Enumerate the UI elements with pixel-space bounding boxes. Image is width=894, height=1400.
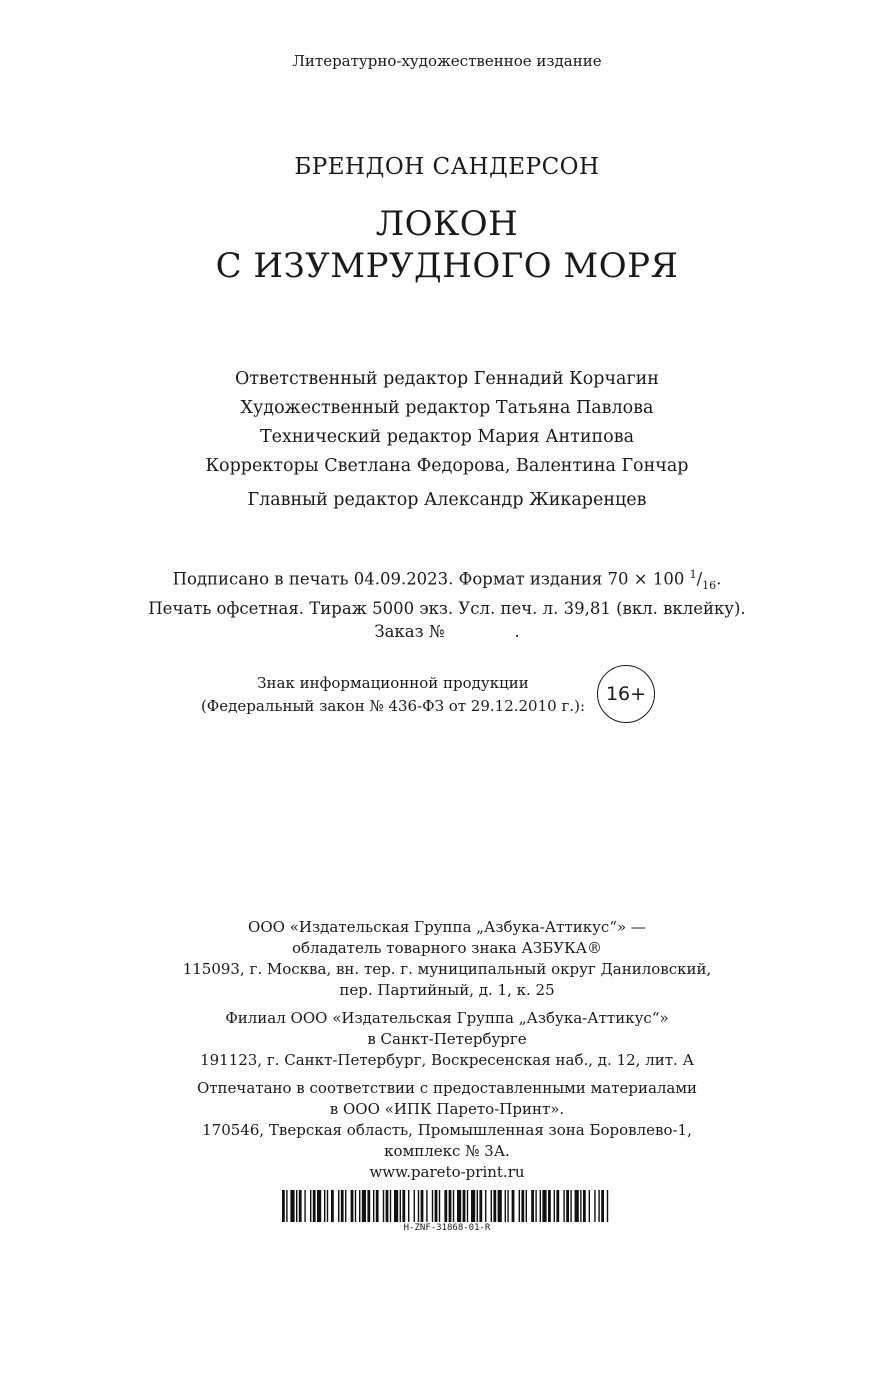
barcode-bar	[421, 1190, 424, 1222]
barcode-bar	[598, 1190, 599, 1222]
barcode-bar	[439, 1190, 440, 1222]
genre-note: Литературно-художественное издание	[292, 52, 602, 70]
barcode-bar	[317, 1190, 321, 1222]
imprint-order	[0, 620, 894, 643]
barcode-bar	[471, 1190, 475, 1222]
barcode-bar	[359, 1190, 360, 1222]
barcode-bar	[367, 1190, 370, 1222]
barcode-bar	[414, 1190, 415, 1222]
printer-website: www.pareto-print.ru	[369, 1163, 525, 1181]
barcode-bar	[432, 1190, 433, 1222]
barcode-bar	[402, 1190, 405, 1222]
barcode-bar	[331, 1190, 334, 1222]
barcode-bar	[535, 1190, 536, 1222]
imprint-line-2: Печать офсетная. Тираж 5000 экз. Усл. печ. л. 39,81 (вкл. вклейку).	[148, 598, 746, 618]
barcode-bar	[548, 1190, 551, 1222]
printer-line: комплекс № 3А.	[384, 1142, 510, 1160]
barcode-bar	[589, 1190, 590, 1222]
barcode-bar	[477, 1190, 478, 1222]
book-title-line-2: С ИЗУМРУДНОГО МОРЯ	[215, 246, 679, 286]
barcode-bar	[556, 1190, 559, 1222]
barcode-bar	[554, 1190, 555, 1222]
age-rating-badge: 16+	[597, 665, 655, 723]
credit-managing-editor: Ответственный редактор Геннадий Корчагин	[235, 369, 659, 389]
branch-line: в Санкт-Петербурге	[367, 1030, 527, 1048]
barcode-bar	[453, 1190, 454, 1222]
barcode-bar	[449, 1190, 452, 1222]
barcode-bar	[444, 1190, 447, 1222]
block-spacer	[0, 1001, 894, 1008]
barcode-bar	[345, 1190, 346, 1222]
format-fraction-denominator: 16	[702, 578, 717, 592]
barcode-bar	[310, 1190, 311, 1222]
barcode-bar	[376, 1190, 379, 1222]
barcode-bar	[531, 1190, 534, 1222]
barcode-bar	[386, 1190, 389, 1222]
credit-proofreaders: Корректоры Светлана Федорова, Валентина Гончар	[205, 456, 689, 476]
order-end: .	[514, 621, 520, 641]
credit-technical-editor: Технический редактор Мария Антипова	[259, 427, 635, 447]
printer-line: в ООО «ИПК Парето-Принт».	[329, 1100, 565, 1118]
barcode-bar	[304, 1190, 305, 1222]
barcode-bars	[282, 1190, 612, 1222]
imprint-block	[0, 563, 894, 643]
credit-chief-editor: Главный редактор Александр Жикаренцев	[247, 490, 647, 510]
barcode-bar	[563, 1190, 564, 1222]
imprint-line-1	[0, 563, 894, 597]
barcode-bar	[493, 1190, 496, 1222]
imprint-signed-format: Подписано в печать 04.09.2023. Формат издания 70 × 100	[172, 569, 690, 589]
barcode-bar	[400, 1190, 401, 1222]
imprint-line-1-end: .	[716, 569, 722, 589]
barcode-bar	[575, 1190, 579, 1222]
printer-line: Отпечатано в соответствии с предоставленными материалами	[196, 1079, 698, 1097]
barcode-bar	[296, 1190, 297, 1222]
barcode-bar	[408, 1190, 409, 1222]
barcode-bar	[435, 1190, 438, 1222]
barcode-bar	[601, 1190, 604, 1222]
barcode-code: H-ZNF-31868-01-R	[403, 1223, 491, 1233]
barcode-bar	[299, 1190, 302, 1222]
barcode-bar	[485, 1190, 486, 1222]
barcode-bar	[519, 1190, 520, 1222]
barcode-bar	[362, 1190, 366, 1222]
barcode-bar	[566, 1190, 569, 1222]
barcode-bar	[394, 1190, 398, 1222]
barcode-bar	[355, 1190, 356, 1222]
publisher-line: ООО «Издательская Группа „Азбука-Аттикус“» —	[248, 918, 646, 936]
barcode-bar	[507, 1190, 508, 1222]
publisher-line: обладатель товарного знака АЗБУКА®	[291, 939, 603, 957]
barcode-bar	[341, 1190, 344, 1222]
book-title	[0, 203, 894, 287]
barcode-bar	[607, 1190, 608, 1222]
barcode-bar	[463, 1190, 466, 1222]
barcode-bar	[418, 1190, 419, 1222]
age-rating-line-2: (Федеральный закон № 436-ФЗ от 29.12.2010 г.):	[200, 697, 585, 715]
barcode-bar	[327, 1190, 328, 1222]
order-label: Заказ №	[374, 621, 445, 641]
barcode-bar	[373, 1190, 374, 1222]
barcode-bar	[351, 1190, 354, 1222]
barcode-bar	[457, 1190, 461, 1222]
barcode-bar	[521, 1190, 524, 1222]
barcode-bar	[583, 1190, 586, 1222]
branch-line: 191123, г. Санкт-Петербург, Воскресенская наб., д. 12, лит. А	[200, 1051, 694, 1069]
age-rating-text	[201, 672, 585, 718]
barcode-bar	[390, 1190, 391, 1222]
publisher-line: пер. Партийный, д. 1, к. 25	[339, 981, 555, 999]
barcode-bar	[467, 1190, 468, 1222]
barcode-bar	[580, 1190, 581, 1222]
barcode-bar	[505, 1190, 506, 1222]
barcode-bar	[479, 1190, 482, 1222]
branch-line: Филиал ООО «Издательская Группа „Азбука-Аттикус“»	[225, 1009, 669, 1027]
printer-line: 170546, Тверская область, Промышленная зона Боровлево-1,	[202, 1121, 692, 1139]
barcode-bar	[282, 1190, 285, 1222]
book-author: БРЕНДОН САНДЕРСОН	[294, 154, 600, 180]
format-fraction-numerator: 1	[689, 568, 697, 581]
barcode-bar	[383, 1190, 384, 1222]
barcode-bar	[290, 1190, 294, 1222]
block-spacer	[0, 1071, 894, 1078]
publisher-block	[0, 917, 894, 1183]
book-title-line-1: ЛОКОН	[375, 204, 519, 244]
barcode-bar	[491, 1190, 492, 1222]
barcode-bar	[570, 1190, 571, 1222]
barcode-bar	[540, 1190, 541, 1222]
format-fraction-slash: /	[696, 569, 703, 589]
barcode-bar	[594, 1190, 595, 1222]
barcode-bar	[338, 1190, 339, 1222]
credits-block	[0, 365, 894, 515]
barcode-bar	[526, 1190, 527, 1222]
barcode-bar	[542, 1190, 546, 1222]
barcode-bar	[313, 1190, 316, 1222]
barcode-bar	[512, 1190, 515, 1222]
barcode-bar	[324, 1190, 325, 1222]
credit-art-editor: Художественный редактор Татьяна Павлова	[240, 398, 654, 418]
barcode-bar	[286, 1190, 287, 1222]
publisher-line: 115093, г. Москва, вн. тер. г. муниципальный округ Даниловский,	[182, 960, 712, 978]
age-rating-line-1: Знак информационной продукции	[257, 674, 529, 692]
barcode-bar	[498, 1190, 502, 1222]
barcode-bar	[426, 1190, 427, 1222]
